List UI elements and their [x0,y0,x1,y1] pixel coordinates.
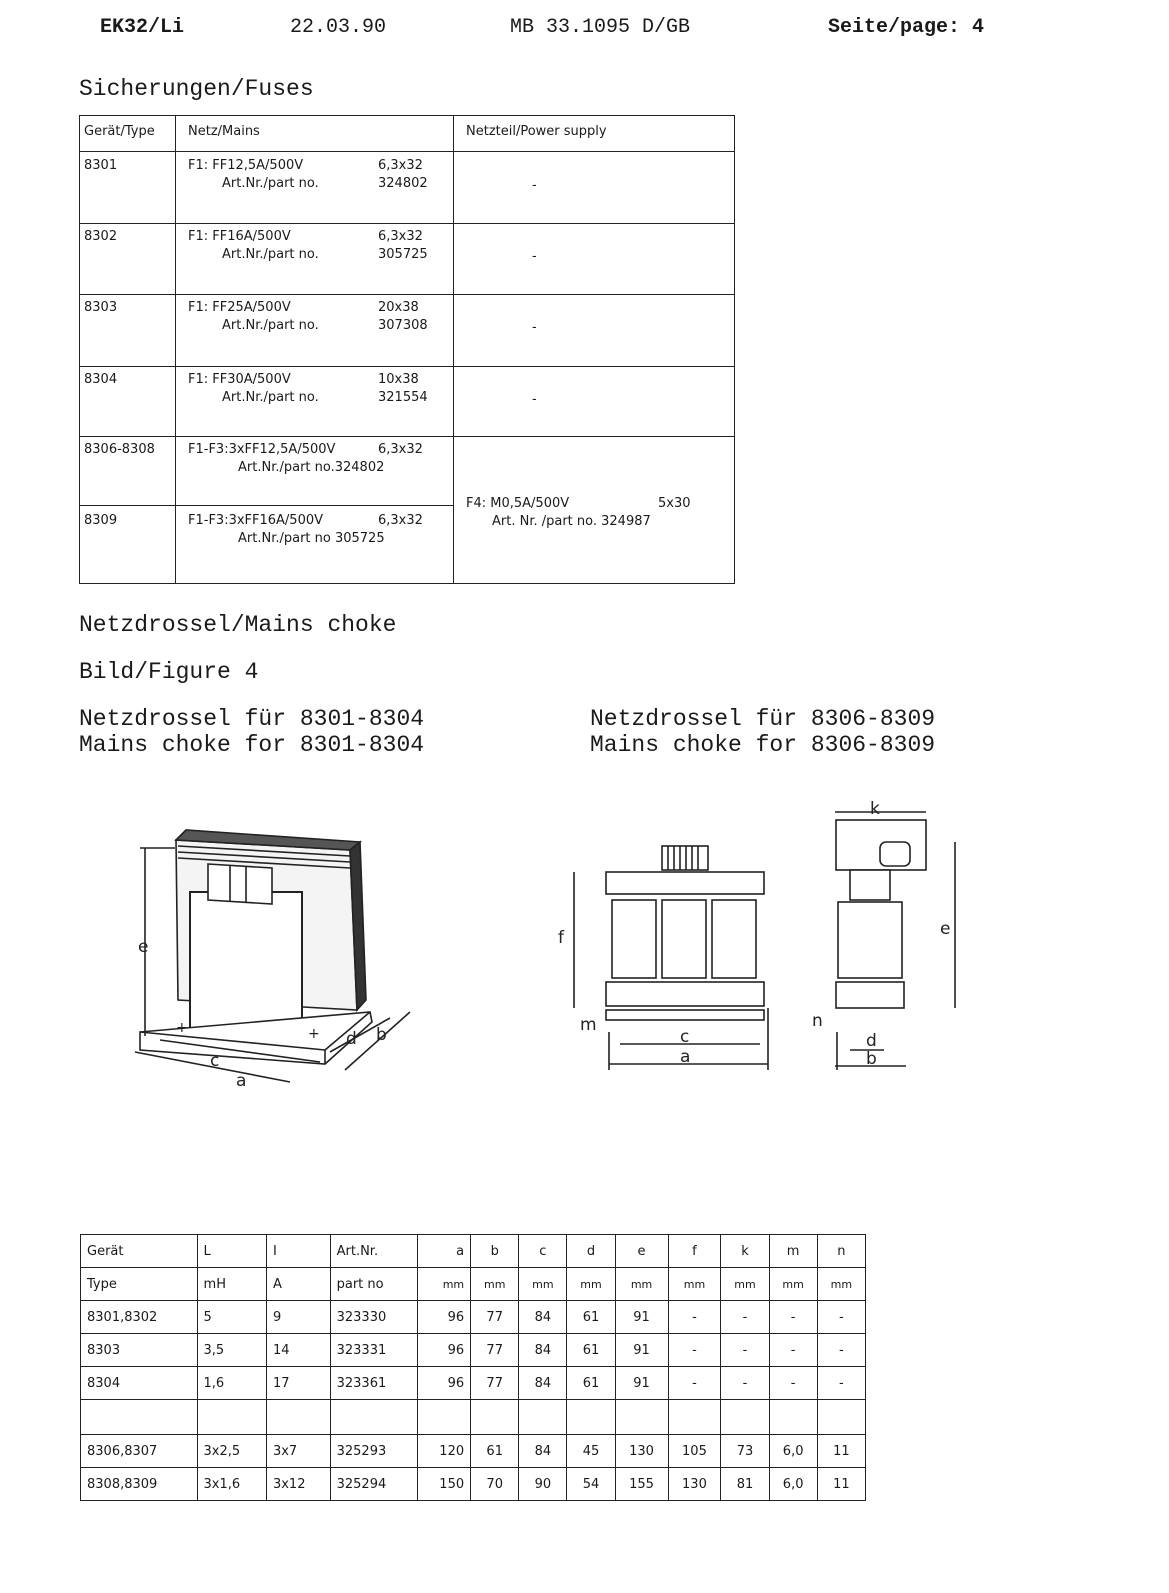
table-row-cell: 1,6 [197,1367,266,1400]
table-row-cell: 3x7 [266,1435,330,1468]
dims-header-row-cell: I [266,1235,330,1268]
dims-unit-row-cell: mm [519,1268,567,1301]
fuse-row-type: 8304 [84,372,118,387]
dims-header-row-cell: d [567,1235,615,1268]
fuse-row-rating: F1-F3:3xFF12,5A/500V [188,442,336,457]
dim-label-b-left: b [376,1025,387,1045]
table-row-cell: 5 [197,1301,266,1334]
choke-dimensions-table [80,1234,866,1501]
single-phase-choke-illustration [135,830,410,1082]
table-row-cell: 155 [615,1468,668,1501]
fuse-row-psu: - [532,320,537,335]
table-row-cell: 323361 [330,1367,418,1400]
dim-label-e-left: e [138,937,149,957]
fuse-row-part-label: Art.Nr./part no. [222,247,319,262]
table-row-cell [567,1400,615,1435]
table-row-cell: - [769,1334,817,1367]
fuses-section-title: Sicherungen/Fuses [79,76,314,102]
page-number: Seite/page: 4 [828,16,985,39]
fuse-row-part: 307308 [378,318,428,333]
dims-unit-row-cell: A [266,1268,330,1301]
table-row-cell [769,1400,817,1435]
dims-header-row-cell: b [471,1235,519,1268]
table-row-cell: 8308,8309 [81,1468,198,1501]
fuse-row-part-label: Art.Nr./part no. [222,318,319,333]
dim-label-f: f [558,928,564,948]
fuse-row-size: 6,3x32 [378,229,423,244]
table-row-cell: 54 [567,1468,615,1501]
dims-header-row-cell: a [418,1235,471,1268]
fuse-row-type: 8301 [84,158,118,173]
table-row-cell: 73 [721,1435,769,1468]
dims-unit-row-cell: part no [330,1268,418,1301]
table-row [81,1334,866,1367]
table-row-cell: 9 [266,1301,330,1334]
dims-unit-row-cell: mm [567,1268,615,1301]
svg-text:+: + [176,1020,188,1036]
fuse-row-type: 8309 [84,513,118,528]
dim-label-b-right: b [866,1049,877,1069]
table-row [81,1468,866,1501]
fuse-row-part-label: Art.Nr./part no. [222,176,319,191]
dim-label-a-mid: a [680,1047,691,1067]
figure-label: Bild/Figure 4 [79,659,259,685]
dims-header-row-cell: L [197,1235,266,1268]
dims-unit-row-cell: mH [197,1268,266,1301]
document-date: 22.03.90 [290,16,387,39]
fuse-row-type: 8306-8308 [84,442,155,457]
table-row-cell: 323331 [330,1334,418,1367]
dim-label-d-left: d [346,1029,357,1049]
table-row-cell: - [817,1301,865,1334]
table-row-cell: 45 [567,1435,615,1468]
table-row-cell: - [721,1367,769,1400]
fuse-row-part-label: Art.Nr./part no. [222,390,319,405]
fuse-row-size: 6,3x32 [378,513,423,528]
table-row-cell: 3x1,6 [197,1468,266,1501]
table-row [81,1400,866,1435]
fuse-row-size: 20x38 [378,300,419,315]
fuse-row-psu: - [532,392,537,407]
fuse-row-psu: - [532,178,537,193]
fuses-header-mains: Netz/Mains [188,124,260,139]
dims-header-row-cell: m [769,1235,817,1268]
table-row-cell [197,1400,266,1435]
table-row-cell: 61 [567,1334,615,1367]
dims-header-row-cell: Art.Nr. [330,1235,418,1268]
table-row-cell: 77 [471,1367,519,1400]
table-row-cell: 130 [615,1435,668,1468]
psu-fuse-rating: F4: M0,5A/500V [466,496,570,511]
choke-right-en: Mains choke for 8306-8309 [590,732,936,758]
fuse-row-psu: - [532,249,537,264]
choke-section-title: Netzdrossel/Mains choke [79,612,397,638]
table-row-cell: - [668,1367,721,1400]
table-row-cell: 150 [418,1468,471,1501]
dims-unit-row-cell: mm [721,1268,769,1301]
fuse-row-size: 6,3x32 [378,158,423,173]
choke-left-en: Mains choke for 8301-8304 [79,732,425,758]
table-row-cell: 14 [266,1334,330,1367]
table-row-cell: 325293 [330,1435,418,1468]
fuse-row-part-line: Art.Nr./part no 305725 [238,531,385,546]
table-row-cell: 8303 [81,1334,198,1367]
dims-unit-row [81,1268,866,1301]
table-row-cell: 323330 [330,1301,418,1334]
choke-drawings [0,800,1169,1120]
psu-fuse-part-line: Art. Nr. /part no. 324987 [492,514,651,529]
fuse-row-rating: F1-F3:3xFF16A/500V [188,513,324,528]
dim-label-c-mid: c [680,1027,690,1047]
dims-unit-row-cell: mm [817,1268,865,1301]
table-row-cell: 105 [668,1435,721,1468]
table-row-cell: 130 [668,1468,721,1501]
svg-text:+: + [308,1026,320,1042]
fuse-row-part: 321554 [378,390,428,405]
table-row-cell [471,1400,519,1435]
dims-header-row-cell: Gerät [81,1235,198,1268]
table-row-cell [817,1400,865,1435]
table-row-cell: 70 [471,1468,519,1501]
table-row-cell: 77 [471,1301,519,1334]
dims-unit-row-cell: mm [471,1268,519,1301]
table-row [81,1301,866,1334]
dims-header-row [81,1235,866,1268]
table-row-cell: 84 [519,1367,567,1400]
table-row-cell: 11 [817,1435,865,1468]
table-row-cell: 120 [418,1435,471,1468]
table-row-cell: 6,0 [769,1435,817,1468]
fuse-row-part-line: Art.Nr./part no.324802 [238,460,385,475]
table-row-cell: 3x12 [266,1468,330,1501]
table-row-cell: 61 [567,1367,615,1400]
table-row-cell: 84 [519,1435,567,1468]
table-row-cell: 3,5 [197,1334,266,1367]
fuse-row-size: 10x38 [378,372,419,387]
fuses-header-psu: Netzteil/Power supply [466,124,607,139]
table-row [81,1435,866,1468]
table-row-cell: 96 [418,1334,471,1367]
table-row-cell [519,1400,567,1435]
fuse-row-type: 8303 [84,300,118,315]
table-row-cell: 91 [615,1334,668,1367]
table-row-cell: - [769,1367,817,1400]
table-row-cell: 61 [567,1301,615,1334]
fuse-row-rating: F1: FF25A/500V [188,300,291,315]
dim-label-c-left: c [210,1051,220,1071]
table-row-cell [418,1400,471,1435]
table-row-cell: 3x2,5 [197,1435,266,1468]
fuse-row-part: 324802 [378,176,428,191]
dim-label-n: n [812,1011,823,1031]
table-row-cell: 77 [471,1334,519,1367]
table-row-cell: - [769,1301,817,1334]
table-row-cell: 84 [519,1301,567,1334]
table-row-cell: 96 [418,1367,471,1400]
table-row-cell: 96 [418,1301,471,1334]
fuse-row-size: 6,3x32 [378,442,423,457]
table-row-cell [81,1400,198,1435]
dim-label-e-right: e [940,919,951,939]
document-reference: MB 33.1095 D/GB [510,16,691,39]
table-row-cell: 81 [721,1468,769,1501]
table-row-cell: 6,0 [769,1468,817,1501]
table-row-cell: - [817,1367,865,1400]
table-row-cell: 8301,8302 [81,1301,198,1334]
psu-fuse-size: 5x30 [658,496,691,511]
dim-label-d-right: d [866,1031,877,1051]
document-code: EK32/Li [100,16,185,39]
dim-label-k: k [870,800,880,819]
dim-label-a-left: a [236,1071,247,1091]
table-row-cell: - [817,1334,865,1367]
dims-header-row-cell: f [668,1235,721,1268]
fuse-row-rating: F1: FF30A/500V [188,372,291,387]
table-row-cell [330,1400,418,1435]
dims-header-row-cell: c [519,1235,567,1268]
table-row-cell: 91 [615,1367,668,1400]
dims-unit-row-cell: mm [668,1268,721,1301]
table-row-cell: 84 [519,1334,567,1367]
table-row-cell: - [668,1301,721,1334]
choke-left-de: Netzdrossel für 8301-8304 [79,706,425,732]
dim-label-m: m [580,1015,597,1035]
fuse-row-rating: F1: FF16A/500V [188,229,291,244]
table-row-cell: 61 [471,1435,519,1468]
table-row-cell: - [721,1301,769,1334]
table-row-cell: 91 [615,1301,668,1334]
table-row-cell: - [721,1334,769,1367]
dims-unit-row-cell: mm [615,1268,668,1301]
dims-unit-row-cell: mm [769,1268,817,1301]
dims-unit-row-cell: mm [418,1268,471,1301]
three-phase-choke-side-view [835,812,955,1070]
dims-unit-row-cell: Type [81,1268,198,1301]
table-row-cell: - [668,1334,721,1367]
table-row-cell: 17 [266,1367,330,1400]
table-row-cell: 8304 [81,1367,198,1400]
table-row-cell [266,1400,330,1435]
fuse-row-part: 305725 [378,247,428,262]
table-row-cell [615,1400,668,1435]
dims-header-row-cell: n [817,1235,865,1268]
table-row [81,1367,866,1400]
three-phase-choke-front-view [574,846,768,1070]
table-row-cell: 11 [817,1468,865,1501]
table-row-cell [721,1400,769,1435]
fuses-header-type: Gerät/Type [84,124,155,139]
fuse-row-rating: F1: FF12,5A/500V [188,158,304,173]
dims-header-row-cell: k [721,1235,769,1268]
fuses-table [79,115,735,584]
fuse-row-type: 8302 [84,229,118,244]
table-row-cell: 90 [519,1468,567,1501]
table-row-cell: 8306,8307 [81,1435,198,1468]
table-row-cell [668,1400,721,1435]
dims-header-row-cell: e [615,1235,668,1268]
choke-right-de: Netzdrossel für 8306-8309 [590,706,936,732]
table-row-cell: 325294 [330,1468,418,1501]
